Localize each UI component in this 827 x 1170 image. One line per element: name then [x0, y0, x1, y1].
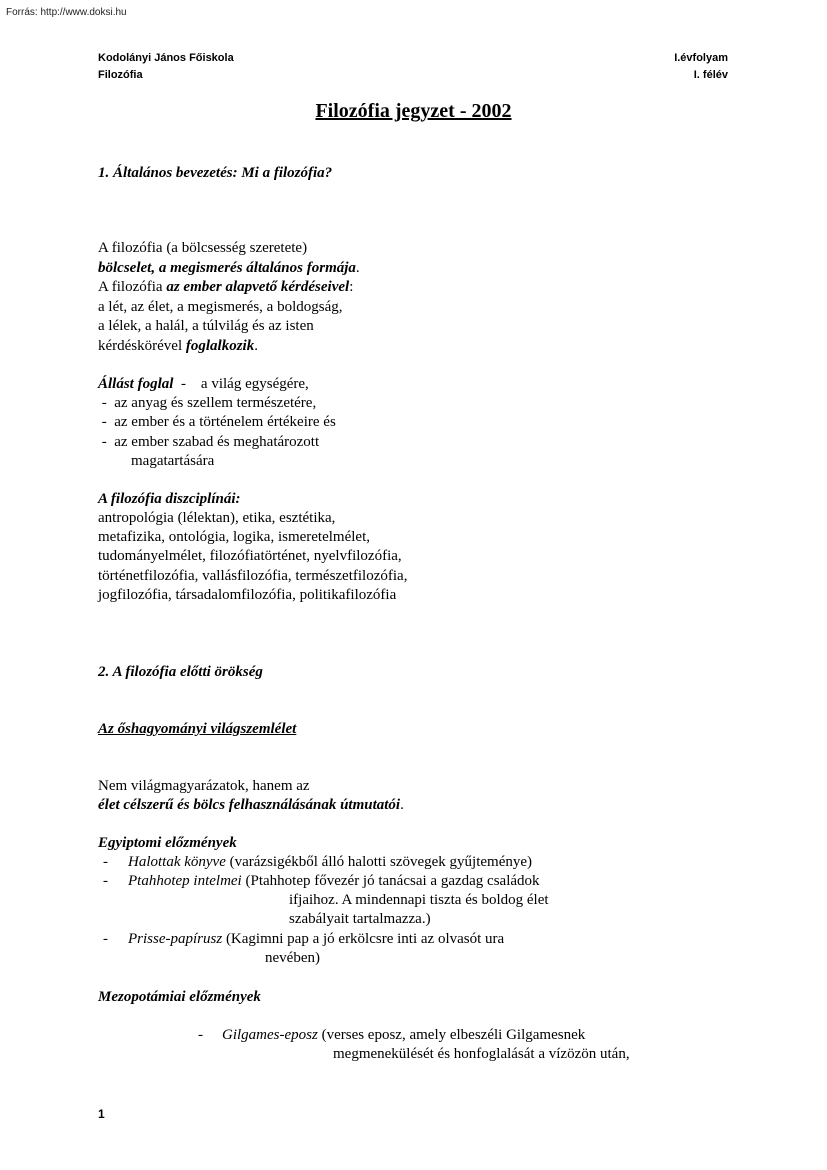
text-line: jogfilozófia, társadalomfilozófia, politikafilozófia: [98, 587, 397, 603]
text-line: [98, 796, 404, 816]
list-item-cont: magatartására: [131, 453, 215, 469]
emphasis: élet célszerű és bölcs felhasználásának útmutatói: [98, 797, 401, 813]
work-desc: (verses eposz, amely elbeszéli Gilgamesnek: [317, 1027, 586, 1043]
meso-heading: Mezopotámiai előzmények: [98, 989, 261, 1005]
list-item: - az ember szabad és meghatározott: [98, 434, 320, 450]
emphasis: Állást foglal: [98, 376, 174, 392]
header-institution: Kodolányi János Főiskola: [98, 52, 234, 64]
list-dash: -: [103, 873, 108, 889]
list-item: - az anyag és szellem természetére,: [98, 395, 317, 411]
work-desc: (Kagimni pap a jó erkölcsre inti az olvasót ura: [222, 931, 505, 947]
emphasis: bölcselet, a megismerés általános formája: [98, 260, 356, 276]
text-line: a lélek, a halál, a túlvilág és az isten: [98, 318, 314, 334]
list-item: [128, 853, 532, 873]
text: A filozófia: [98, 279, 167, 295]
list-item-cont: szabályait tartalmazza.): [289, 911, 431, 927]
text-line: tudományelmélet, filozófiatörténet, nyelvfilozófia,: [98, 548, 402, 564]
list-dash: -: [103, 931, 108, 947]
text-line: [98, 375, 309, 395]
punct: .: [254, 338, 258, 354]
list-dash: -: [198, 1027, 203, 1043]
punct: :: [349, 279, 354, 295]
work-title: Gilgames-eposz: [222, 1027, 318, 1043]
page-title: Filozófia jegyzet - 2002: [315, 100, 512, 122]
text-line: [98, 259, 360, 279]
work-title: Prisse-papírusz: [128, 931, 223, 947]
work-desc: (Ptahhotep fővezér jó tanácsai a gazdag családok: [241, 873, 540, 889]
punct: .: [355, 260, 360, 276]
work-desc: (varázsigékből álló halotti szövegek gyűjteménye): [225, 854, 533, 870]
list-item-cont: ifjaihoz. A mindennapi tiszta és boldog élet: [289, 892, 549, 908]
header-year: I.évfolyam: [674, 52, 728, 64]
emphasis: az ember alapvető kérdéseivel: [166, 279, 350, 295]
list-item: [128, 872, 540, 892]
list-item-cont: megmenekülését és honfoglalását a vízözön után,: [333, 1046, 630, 1062]
text-line: Nem világmagyarázatok, hanem az: [98, 778, 310, 794]
section-heading: 2. A filozófia előtti örökség: [98, 664, 263, 680]
list-item: - az ember és a történelem értékeire és: [98, 414, 336, 430]
text: kérdéskörével: [98, 338, 186, 354]
work-title: Ptahhotep intelmei: [128, 873, 242, 889]
list-item-cont: nevében): [265, 950, 320, 966]
text-line: a lét, az élet, a megismerés, a boldogság,: [98, 299, 343, 315]
text-line: történetfilozófia, vallásfilozófia, természetfilozófia,: [98, 568, 408, 584]
text-line: antropológia (lélektan), etika, esztétika,: [98, 510, 336, 526]
list-item: [128, 930, 504, 950]
header-semester: I. félév: [693, 69, 728, 81]
text-line: [98, 278, 353, 298]
disciplines-heading: A filozófia diszciplínái:: [98, 491, 241, 507]
work-title: Halottak könyve: [128, 854, 226, 870]
subsection-heading: Az őshagyományi világszemlélet: [98, 721, 297, 737]
list-dash: -: [103, 854, 108, 870]
text-line: metafizika, ontológia, logika, ismeretelmélet,: [98, 529, 370, 545]
list-item: [222, 1026, 585, 1046]
text-line: [98, 337, 258, 357]
egypt-heading: Egyiptomi előzmények: [98, 835, 237, 851]
emphasis: foglalkozik: [185, 338, 255, 354]
source-label: Forrás: http://www.doksi.hu: [6, 7, 127, 18]
punct: .: [400, 797, 404, 813]
text: - a világ egységére,: [173, 376, 309, 392]
section-heading: 1. Általános bevezetés: Mi a filozófia?: [98, 165, 333, 181]
page-number: 1: [98, 1107, 105, 1121]
header-subject: Filozófia: [98, 69, 143, 81]
text-line: A filozófia (a bölcsesség szeretete): [98, 240, 308, 256]
